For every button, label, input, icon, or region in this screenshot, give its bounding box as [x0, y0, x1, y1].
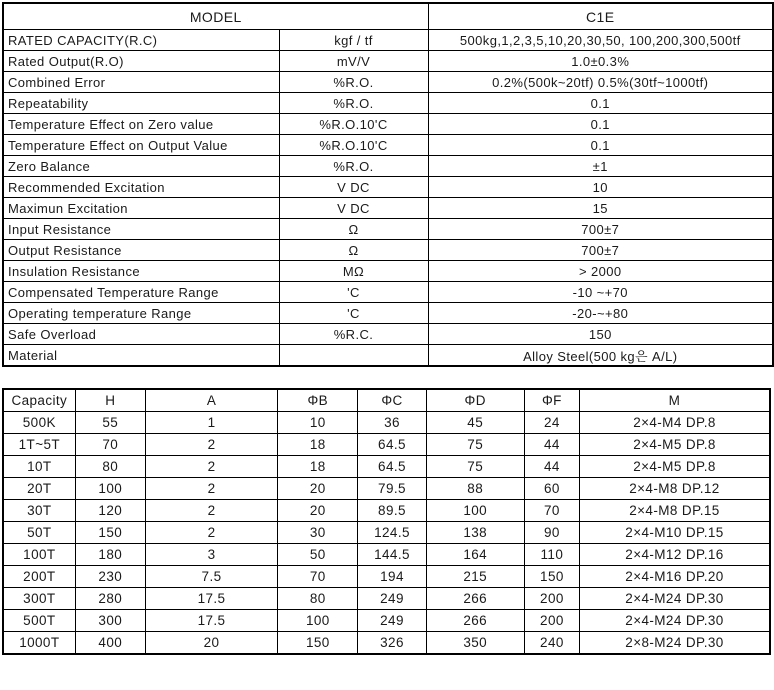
dim-row — [3, 522, 770, 544]
spec-header-row — [3, 3, 773, 30]
spec-value-cell: 0.1 — [428, 93, 773, 114]
dim-cell: 144.5 — [358, 544, 426, 566]
spec-value-cell: 0.1 — [428, 135, 773, 156]
dim-cell: 200 — [524, 588, 579, 610]
dim-cell: 20 — [278, 500, 358, 522]
spec-unit-cell: kgf / tf — [279, 30, 428, 51]
dim-cell: 36 — [358, 412, 426, 434]
dim-cell: 20T — [3, 478, 75, 500]
spec-value-cell: -20-~+80 — [428, 303, 773, 324]
spec-label-cell: Insulation Resistance — [3, 261, 279, 282]
dim-cell: 150 — [75, 522, 145, 544]
dim-cell: 300 — [75, 610, 145, 632]
dim-cell: 89.5 — [358, 500, 426, 522]
spec-row — [3, 324, 773, 345]
spec-label-cell: Maximun Excitation — [3, 198, 279, 219]
dim-cell: 2×4-M5 DP.8 — [579, 456, 770, 478]
spec-row — [3, 177, 773, 198]
dim-cell: 500T — [3, 610, 75, 632]
dim-cell: 18 — [278, 456, 358, 478]
spec-value-cell: > 2000 — [428, 261, 773, 282]
dim-cell: 2×4-M4 DP.8 — [579, 412, 770, 434]
dim-cell: 70 — [524, 500, 579, 522]
spec-label-cell: RATED CAPACITY(R.C) — [3, 30, 279, 51]
dim-cell: 2×4-M8 DP.12 — [579, 478, 770, 500]
spec-value-cell: 0.2%(500k~20tf) 0.5%(30tf~1000tf) — [428, 72, 773, 93]
dim-cell: 1 — [145, 412, 277, 434]
dim-row — [3, 456, 770, 478]
spec-table-body — [3, 30, 773, 367]
dim-cell: 30 — [278, 522, 358, 544]
dim-cell: 280 — [75, 588, 145, 610]
dim-header-cell: ΦB — [278, 389, 358, 412]
dim-cell: 240 — [524, 632, 579, 655]
spec-value-cell: 700±7 — [428, 240, 773, 261]
dim-cell: 2×4-M12 DP.16 — [579, 544, 770, 566]
spec-row — [3, 282, 773, 303]
dim-cell: 60 — [524, 478, 579, 500]
dim-header-cell: M — [579, 389, 770, 412]
dim-cell: 2×4-M8 DP.15 — [579, 500, 770, 522]
spec-row — [3, 30, 773, 51]
dim-cell: 100T — [3, 544, 75, 566]
dim-cell: 326 — [358, 632, 426, 655]
spec-row — [3, 240, 773, 261]
dim-cell: 17.5 — [145, 588, 277, 610]
dim-row — [3, 478, 770, 500]
spec-row — [3, 156, 773, 177]
dim-cell: 10T — [3, 456, 75, 478]
dim-cell: 80 — [75, 456, 145, 478]
dim-cell: 7.5 — [145, 566, 277, 588]
spec-value-cell: 0.1 — [428, 114, 773, 135]
dim-cell: 2×8-M24 DP.30 — [579, 632, 770, 655]
spec-unit-cell: %R.O. — [279, 72, 428, 93]
dim-table-body — [3, 412, 770, 655]
spec-value-cell: 700±7 — [428, 219, 773, 240]
dim-cell: 2 — [145, 434, 277, 456]
dim-header-cell: ΦF — [524, 389, 579, 412]
spec-row — [3, 135, 773, 156]
spec-row — [3, 198, 773, 219]
dim-cell: 100 — [426, 500, 524, 522]
spec-value-cell: ±1 — [428, 156, 773, 177]
dim-cell: 215 — [426, 566, 524, 588]
dim-cell: 17.5 — [145, 610, 277, 632]
dim-cell: 79.5 — [358, 478, 426, 500]
spec-unit-cell: MΩ — [279, 261, 428, 282]
dim-row — [3, 434, 770, 456]
dim-cell: 200T — [3, 566, 75, 588]
spec-value-cell: 150 — [428, 324, 773, 345]
dimension-table — [2, 388, 771, 655]
dim-cell: 20 — [145, 632, 277, 655]
dim-cell: 124.5 — [358, 522, 426, 544]
dim-cell: 350 — [426, 632, 524, 655]
dim-cell: 55 — [75, 412, 145, 434]
spec-row — [3, 93, 773, 114]
dim-cell: 1T~5T — [3, 434, 75, 456]
dim-cell: 110 — [524, 544, 579, 566]
dim-row — [3, 412, 770, 434]
dim-cell: 2×4-M10 DP.15 — [579, 522, 770, 544]
dim-cell: 150 — [278, 632, 358, 655]
spec-label-cell: Recommended Excitation — [3, 177, 279, 198]
spec-row — [3, 114, 773, 135]
dim-cell: 2 — [145, 478, 277, 500]
dim-cell: 45 — [426, 412, 524, 434]
dim-cell: 100 — [278, 610, 358, 632]
model-header-label: MODEL — [3, 3, 428, 30]
dim-cell: 44 — [524, 434, 579, 456]
dim-cell: 70 — [278, 566, 358, 588]
dim-cell: 1000T — [3, 632, 75, 655]
dim-cell: 2 — [145, 500, 277, 522]
dim-cell: 64.5 — [358, 434, 426, 456]
spec-label-cell: Temperature Effect on Zero value — [3, 114, 279, 135]
dim-cell: 230 — [75, 566, 145, 588]
spec-value-cell: 10 — [428, 177, 773, 198]
dim-cell: 2 — [145, 522, 277, 544]
dim-header-cell: Capacity — [3, 389, 75, 412]
spec-row — [3, 51, 773, 72]
spec-label-cell: Operating temperature Range — [3, 303, 279, 324]
spec-unit-cell: 'C — [279, 303, 428, 324]
dim-cell: 2×4-M16 DP.20 — [579, 566, 770, 588]
spec-unit-cell: Ω — [279, 240, 428, 261]
spec-label-cell: Input Resistance — [3, 219, 279, 240]
dim-cell: 249 — [358, 610, 426, 632]
dim-header-cell: H — [75, 389, 145, 412]
dim-cell: 10 — [278, 412, 358, 434]
dim-cell: 2 — [145, 456, 277, 478]
dim-cell: 64.5 — [358, 456, 426, 478]
dim-cell: 88 — [426, 478, 524, 500]
spec-row — [3, 219, 773, 240]
dim-cell: 2×4-M5 DP.8 — [579, 434, 770, 456]
dim-row — [3, 632, 770, 655]
spec-label-cell: Rated Output(R.O) — [3, 51, 279, 72]
dim-cell: 20 — [278, 478, 358, 500]
spec-label-cell: Repeatability — [3, 93, 279, 114]
dim-cell: 164 — [426, 544, 524, 566]
spec-value-cell: 1.0±0.3% — [428, 51, 773, 72]
dim-cell: 266 — [426, 610, 524, 632]
dim-cell: 180 — [75, 544, 145, 566]
datasheet-page — [0, 2, 774, 690]
dim-row — [3, 610, 770, 632]
spec-row — [3, 345, 773, 367]
spec-label-cell: Material — [3, 345, 279, 367]
dim-cell: 266 — [426, 588, 524, 610]
spec-unit-cell: V DC — [279, 177, 428, 198]
spec-row — [3, 303, 773, 324]
spec-unit-cell — [279, 345, 428, 367]
dim-cell: 150 — [524, 566, 579, 588]
model-header-value: C1E — [428, 3, 773, 30]
dim-cell: 50 — [278, 544, 358, 566]
dim-row — [3, 500, 770, 522]
dim-cell: 75 — [426, 434, 524, 456]
dim-cell: 249 — [358, 588, 426, 610]
dim-row — [3, 544, 770, 566]
dim-cell: 70 — [75, 434, 145, 456]
spec-unit-cell: %R.O. — [279, 156, 428, 177]
dim-cell: 138 — [426, 522, 524, 544]
spec-label-cell: Compensated Temperature Range — [3, 282, 279, 303]
dim-cell: 2×4-M24 DP.30 — [579, 588, 770, 610]
spec-unit-cell: %R.C. — [279, 324, 428, 345]
dim-row — [3, 588, 770, 610]
spec-row — [3, 72, 773, 93]
spec-unit-cell: %R.O.10'C — [279, 135, 428, 156]
spec-unit-cell: Ω — [279, 219, 428, 240]
spec-value-cell: -10 ~+70 — [428, 282, 773, 303]
dim-cell: 24 — [524, 412, 579, 434]
dim-cell: 200 — [524, 610, 579, 632]
dim-cell: 120 — [75, 500, 145, 522]
dim-cell: 500K — [3, 412, 75, 434]
spec-value-cell: 500kg,1,2,3,5,10,20,30,50, 100,200,300,500tf — [428, 30, 773, 51]
dim-cell: 300T — [3, 588, 75, 610]
dim-cell: 50T — [3, 522, 75, 544]
dim-header-cell: A — [145, 389, 277, 412]
spec-table — [2, 2, 774, 367]
dim-cell: 3 — [145, 544, 277, 566]
dim-cell: 2×4-M24 DP.30 — [579, 610, 770, 632]
dim-header-cell: ΦD — [426, 389, 524, 412]
dim-header-cell: ΦC — [358, 389, 426, 412]
dim-cell: 100 — [75, 478, 145, 500]
dim-cell: 80 — [278, 588, 358, 610]
dim-cell: 75 — [426, 456, 524, 478]
spec-unit-cell: %R.O.10'C — [279, 114, 428, 135]
dim-cell: 400 — [75, 632, 145, 655]
spec-label-cell: Temperature Effect on Output Value — [3, 135, 279, 156]
spec-label-cell: Combined Error — [3, 72, 279, 93]
spec-label-cell: Zero Balance — [3, 156, 279, 177]
dim-row — [3, 566, 770, 588]
spec-label-cell: Output Resistance — [3, 240, 279, 261]
dim-cell: 18 — [278, 434, 358, 456]
spec-unit-cell: mV/V — [279, 51, 428, 72]
dim-cell: 90 — [524, 522, 579, 544]
spec-value-cell: Alloy Steel(500 kg은 A/L) — [428, 345, 773, 367]
spec-value-cell: 15 — [428, 198, 773, 219]
spec-unit-cell: V DC — [279, 198, 428, 219]
spec-row — [3, 261, 773, 282]
dim-cell: 194 — [358, 566, 426, 588]
spec-unit-cell: 'C — [279, 282, 428, 303]
dim-header-row — [3, 389, 770, 412]
spec-label-cell: Safe Overload — [3, 324, 279, 345]
spec-unit-cell: %R.O. — [279, 93, 428, 114]
dim-cell: 44 — [524, 456, 579, 478]
dim-cell: 30T — [3, 500, 75, 522]
